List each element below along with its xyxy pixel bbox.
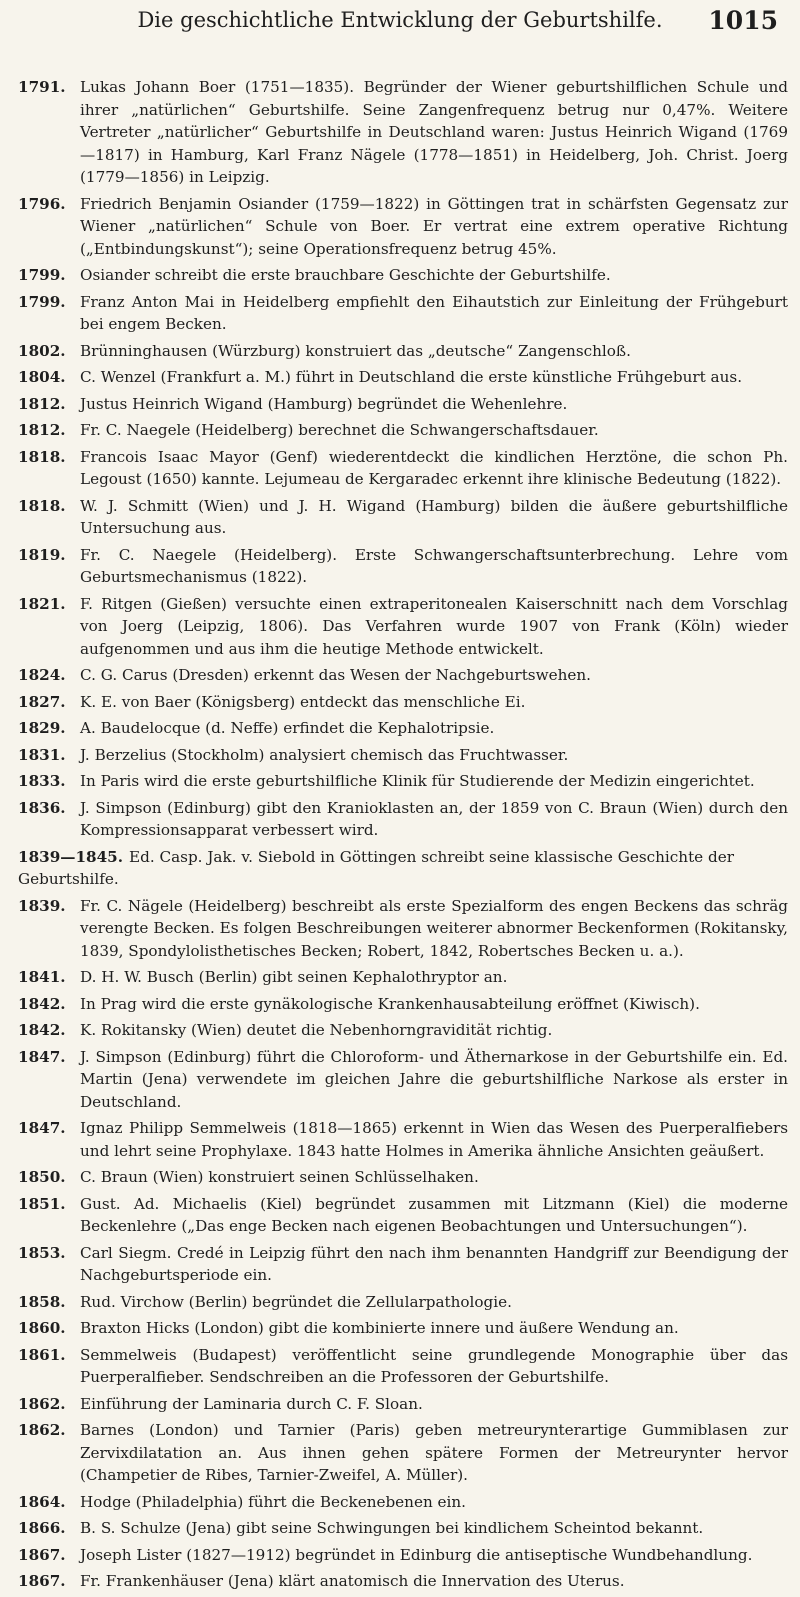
entry-year: 1841. (18, 968, 66, 986)
entry-text: Einführung der Laminaria durch C. F. Sloan. (80, 1394, 423, 1413)
chronology-entry (18, 340, 788, 363)
entry-text: W. J. Schmitt (Wien) und J. H. Wigand (Hamburg) bilden die äußere geburtshilfliche Untersuchung aus. (80, 496, 788, 537)
chronology-entry (18, 1242, 788, 1287)
chronology-entry (18, 193, 788, 261)
chronology-entry (18, 495, 788, 540)
entry-year: 1842. (18, 994, 66, 1013)
chronology-entry (18, 895, 788, 963)
entry-year: 1867. (18, 1572, 66, 1590)
chronology-entry (18, 664, 788, 687)
entry-year: 1824. (18, 666, 66, 684)
entry-year: 1829. (18, 719, 66, 737)
entry-text: C. Wenzel (Frankfurt a. M.) führt in Deutschland die erste künstliche Frühgeburt aus. (80, 368, 743, 386)
chronology-entry (18, 1570, 788, 1593)
entry-year: 1836. (18, 798, 66, 817)
entry-year: 1796. (18, 194, 66, 213)
entry-text: C. Braun (Wien) konstruiert seinen Schlüsselhaken. (80, 1168, 479, 1186)
entry-text: Hodge (Philadelphia) führt die Beckenebenen ein. (80, 1492, 467, 1511)
entry-year: 1802. (18, 341, 66, 360)
entry-year: 1842. (18, 1021, 66, 1039)
entry-text: J. Simpson (Edinburg) führt die Chloroform- und Äthernarkose in der Geburtshilfe ein. Ed. Martin (Jena) verwendete im gleichen Jahre die geburtshilfliche Narkose als erster in Deutschland. (80, 1047, 788, 1111)
entry-year: 1866. (18, 1519, 66, 1537)
entry-year: 1861. (18, 1345, 66, 1364)
entry-year: 1833. (18, 772, 66, 790)
chronology-entry (18, 393, 788, 416)
entry-text: Lukas Johann Boer (1751—1835). Begründer der Wiener geburtshilflichen Schule und ihrer „natürlichen“ Geburtshilfe. Seine Zangenfrequenz betrug nur 0,47%. Weitere Vertreter „natürlicher“ Geburtshilfe in Deutschland waren: Justus Heinrich Wigand (1769—1817) in Hamburg, Karl Franz Nägele (1778—1851) in Heidelberg, Joh. Christ. Joerg (1779—1856) in Leipzig. (80, 78, 788, 186)
entry-text: Fr. C. Naegele (Heidelberg). Erste Schwangerschaftsunterbrechung. Lehre vom Geburtsmechanismus (1822). (80, 545, 788, 586)
chronology-entry (18, 366, 788, 389)
chronology-entry (18, 1193, 788, 1238)
entry-year: 1791. (18, 78, 66, 96)
chronology-entry (18, 544, 788, 589)
entry-year: 1862. (18, 1394, 66, 1413)
entry-text: Ed. Casp. Jak. v. Siebold in Göttingen schreibt seine klassische Geschichte der Geburtshilfe. (18, 847, 734, 888)
entry-text: C. G. Carus (Dresden) erkennt das Wesen der Nachgeburtswehen. (80, 666, 591, 684)
entry-year: 1851. (18, 1194, 66, 1213)
entry-text: Fr. Frankenhäuser (Jena) klärt anatomisch die Innervation des Uterus. (80, 1572, 625, 1590)
chronology-entry (18, 1166, 788, 1189)
chronology-entry (18, 1317, 788, 1340)
entry-text: Franz Anton Mai in Heidelberg empfiehlt den Eihautstich zur Einleitung der Frühgeburt bei engem Becken. (80, 292, 788, 333)
entry-year: 1812. (18, 421, 66, 439)
chronology-entry (18, 264, 788, 287)
chronology-entry (18, 1019, 788, 1042)
entry-text: Fr. C. Naegele (Heidelberg) berechnet die Schwangerschaftsdauer. (80, 421, 599, 439)
chronology-entry (18, 717, 788, 740)
entry-text: In Prag wird die erste gynäkologische Krankenhausabteilung eröffnet (Kiwisch). (80, 994, 700, 1013)
chronology-entry (18, 1419, 788, 1487)
chronology-entry (18, 993, 788, 1016)
entry-year: 1850. (18, 1168, 66, 1186)
entry-text: Francois Isaac Mayor (Genf) wiederentdeckt die kindlichen Herztöne, die schon Ph. Legoust (1650) kannte. Lejumeau de Kergaradec erkennt ihre klinische Bedeutung (1822). (80, 447, 788, 488)
entry-text: Justus Heinrich Wigand (Hamburg) begründet die Wehenlehre. (80, 394, 568, 413)
chronology-entry (18, 966, 788, 989)
entry-text: K. E. von Baer (Königsberg) entdeckt das menschliche Ei. (80, 692, 526, 711)
chronology-entry (18, 1344, 788, 1389)
entry-year: 1839. (18, 896, 66, 915)
entry-year: 1847. (18, 1119, 66, 1137)
running-header (0, 8, 800, 38)
entry-year: 1819. (18, 545, 66, 564)
entry-year: 1818. (18, 447, 66, 466)
entry-text: Carl Siegm. Credé in Leipzig führt den nach ihm benannten Handgriff zur Beendigung der Nachgeburtsperiode ein. (80, 1243, 788, 1284)
entry-text: Brünninghausen (Würzburg) konstruiert das „deutsche“ Zangenschloß. (80, 341, 631, 360)
chronology-entry (18, 691, 788, 714)
chronology-entry (18, 1491, 788, 1514)
chronology-list (18, 76, 788, 1597)
entry-year: 1864. (18, 1492, 66, 1511)
entry-text: J. Simpson (Edinburg) gibt den Kranioklasten an, der 1859 von C. Braun (Wien) durch den Kompressionsapparat verbessert wird. (80, 798, 788, 839)
entry-text: Braxton Hicks (London) gibt die kombinierte innere und äußere Wendung an. (80, 1319, 679, 1337)
entry-year: 1847. (18, 1047, 66, 1066)
entry-text: Joseph Lister (1827—1912) begründet in Edinburg die antiseptische Wundbehandlung. (80, 1545, 753, 1564)
entry-year: 1799. (18, 266, 66, 284)
entry-year: 1867. (18, 1545, 66, 1564)
entry-text: B. S. Schulze (Jena) gibt seine Schwingungen bei kindlichem Scheintod bekannt. (80, 1519, 704, 1537)
entry-year: 1853. (18, 1243, 66, 1262)
entry-year: 1821. (18, 594, 66, 613)
entry-year: 1799. (18, 292, 66, 311)
chronology-entry (18, 797, 788, 842)
chronology-entry (18, 291, 788, 336)
entry-text: Semmelweis (Budapest) veröffentlicht seine grundlegende Monographie über das Puerperalfieber. Sendschreiben an die Professoren der Geburtshilfe. (80, 1345, 788, 1386)
entry-text: D. H. W. Busch (Berlin) gibt seinen Kephalothryptor an. (80, 968, 508, 986)
page-number: 1015 (708, 6, 778, 35)
chronology-entry (18, 1046, 788, 1114)
running-title: Die geschichtliche Entwicklung der Geburtshilfe. (137, 8, 663, 32)
entry-text: Barnes (London) und Tarnier (Paris) geben metreurynterartige Gummiblasen zur Zervixdilatation an. Aus ihnen gehen spätere Formen der Metreurynter hervor (Champetier de Ribes, Tarnier-Zweifel, A. Müller). (80, 1421, 788, 1484)
entry-year: 1831. (18, 745, 66, 764)
entry-text: In Paris wird die erste geburtshilfliche Klinik für Studierende der Medizin eingerichtet. (80, 772, 755, 790)
entry-text: K. Rokitansky (Wien) deutet die Nebenhorngravidität richtig. (80, 1021, 553, 1039)
entry-year: 1818. (18, 496, 66, 515)
chronology-entry (18, 1517, 788, 1540)
entry-year: 1839—1845. (18, 847, 124, 866)
chronology-entry (18, 1117, 788, 1162)
chronology-entry (18, 846, 788, 891)
entry-text: Ignaz Philipp Semmelweis (1818—1865) erkennt in Wien das Wesen des Puerperalfiebers und lehrt seine Prophylaxe. 1843 hatte Holmes in Amerika ähnliche Ansichten geäußert. (80, 1119, 788, 1160)
chronology-entry (18, 1544, 788, 1567)
chronology-entry (18, 770, 788, 793)
chronology-entry (18, 593, 788, 661)
entry-text: A. Baudelocque (d. Neffe) erfindet die Kephalotripsie. (80, 719, 495, 737)
chronology-entry (18, 744, 788, 767)
entry-text: Osiander schreibt die erste brauchbare Geschichte der Geburtshilfe. (80, 266, 611, 284)
entry-text: J. Berzelius (Stockholm) analysiert chemisch das Fruchtwasser. (80, 745, 569, 764)
entry-year: 1858. (18, 1292, 66, 1311)
chronology-entry (18, 419, 788, 442)
entry-year: 1804. (18, 368, 66, 386)
chronology-entry (18, 1291, 788, 1314)
entry-year: 1862. (18, 1421, 66, 1439)
entry-text: Fr. C. Nägele (Heidelberg) beschreibt als erste Spezialform des engen Beckens das schräg verengte Becken. Es folgen Beschreibungen weiterer abnormer Beckenformen (Rokitansky, 1839, Spondylolisthetisches Becken; Robert, 1842, Robertsches Becken u. a.). (80, 896, 788, 960)
chronology-entry (18, 446, 788, 491)
entry-year: 1860. (18, 1319, 66, 1337)
chronology-entry (18, 76, 788, 189)
chronology-entry (18, 1393, 788, 1416)
entry-text: F. Ritgen (Gießen) versuchte einen extraperitonealen Kaiserschnitt nach dem Vorschlag von Joerg (Leipzig, 1806). Das Verfahren wurde 1907 von Frank (Köln) wieder aufgenommen und aus ihm die heutige Methode entwickelt. (80, 594, 788, 658)
entry-text: Gust. Ad. Michaelis (Kiel) begründet zusammen mit Litzmann (Kiel) die moderne Beckenlehre („Das enge Becken nach eigenen Beobachtungen und Untersuchungen“). (80, 1194, 788, 1235)
entry-year: 1812. (18, 394, 66, 413)
entry-text: Friedrich Benjamin Osiander (1759—1822) in Göttingen trat in schärfsten Gegensatz zur Wiener „natürlichen“ Schule von Boer. Er vertrat eine extrem operative Richtung („Entbindungskunst“); seine Operationsfrequenz betrug 45%. (80, 194, 788, 258)
entry-year: 1827. (18, 692, 66, 711)
entry-text: Rud. Virchow (Berlin) begründet die Zellularpathologie. (80, 1292, 512, 1311)
